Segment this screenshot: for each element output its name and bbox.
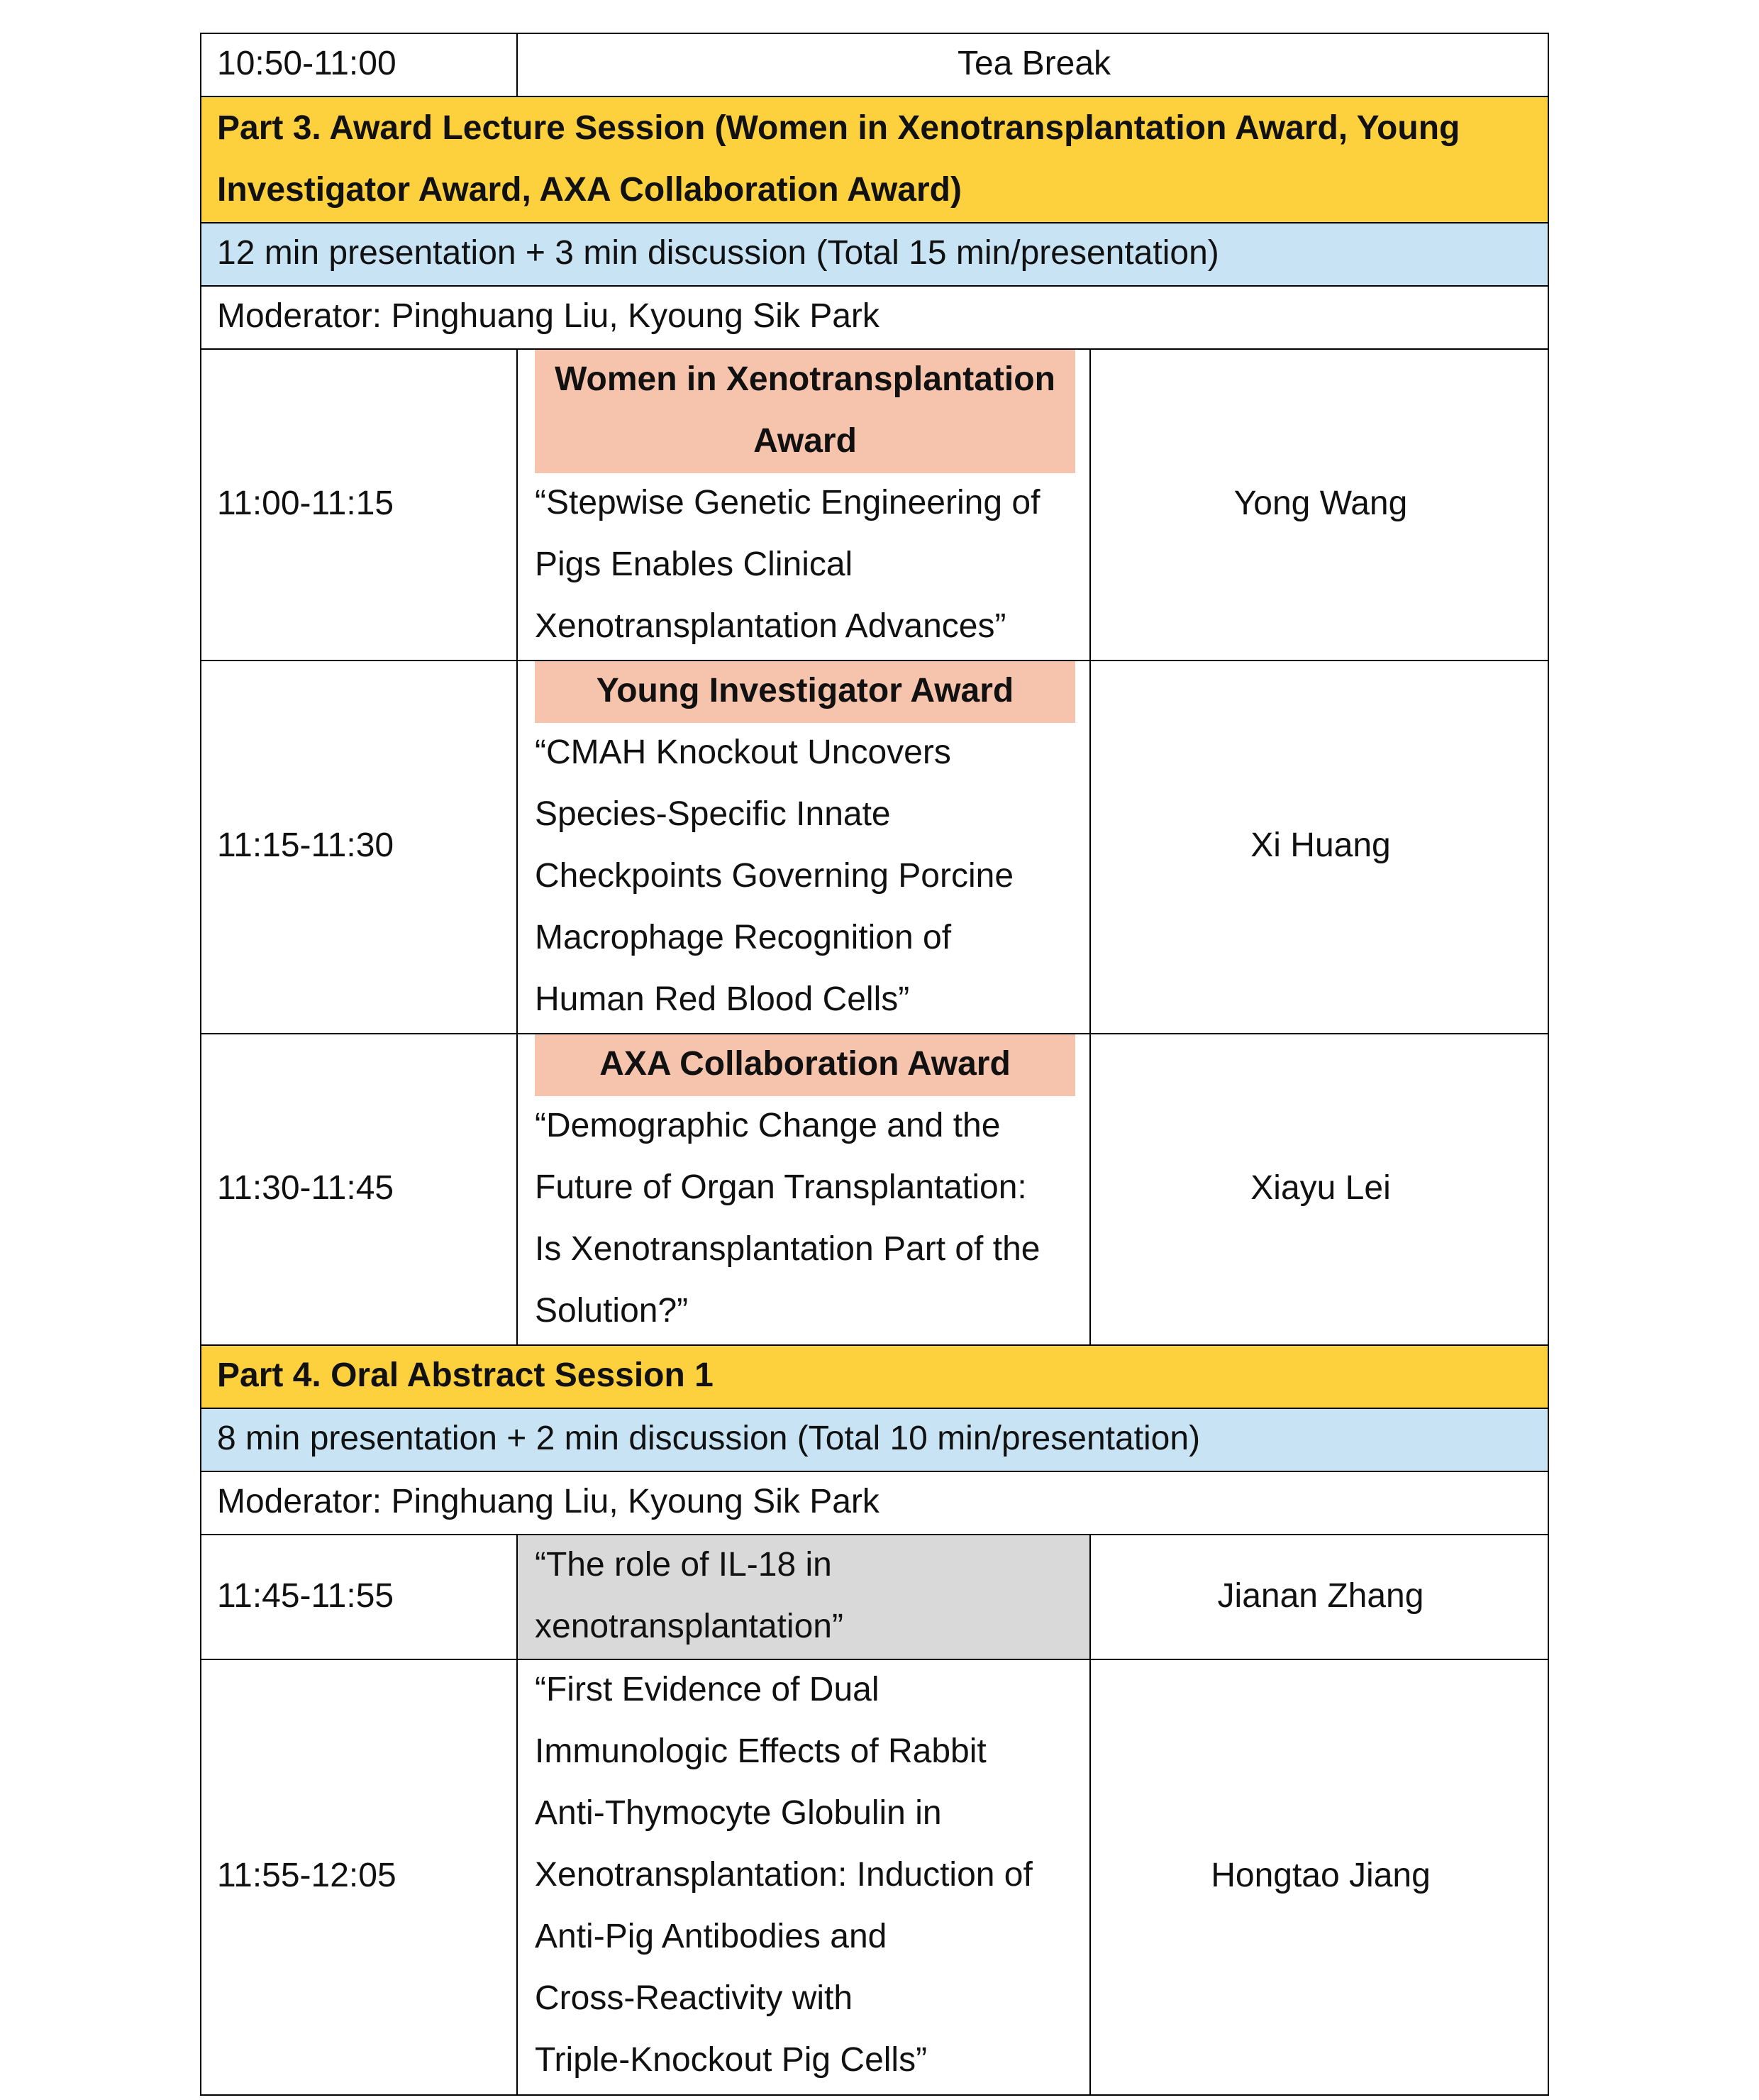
talk-title-cell — [516, 1659, 1091, 2096]
tea-break-label-cell — [516, 33, 1549, 97]
speaker-cell — [1089, 348, 1549, 661]
tea-break-label: Tea Break — [957, 45, 1111, 82]
talk-title-line: Xenotransplantation Advances” — [535, 607, 1006, 645]
talk-title-cell — [516, 348, 1091, 661]
talk-title-line: “The role of IL-18 in — [535, 1546, 832, 1584]
speaker-name: Hongtao Jiang — [1211, 1857, 1431, 1894]
part3-title-line2: Investigator Award, AXA Collaboration Award) — [217, 171, 962, 209]
talk-title-line: Immunologic Effects of Rabbit — [535, 1732, 987, 1770]
talk-time-cell — [200, 1534, 518, 1660]
talk-time: 11:00-11:15 — [217, 485, 394, 522]
talk-title-line: Anti-Pig Antibodies and — [535, 1918, 887, 1955]
part4-moderator: Moderator: Pinghuang Liu, Kyoung Sik Park — [217, 1483, 880, 1520]
part4-title: Part 4. Oral Abstract Session 1 — [217, 1356, 714, 1394]
talk-time: 11:45-11:55 — [217, 1577, 394, 1615]
part3-title-line1: Part 3. Award Lecture Session (Women in Xenotransplantation Award, Young — [217, 109, 1460, 147]
talk-title-cell — [516, 660, 1091, 1034]
talk-title-line: Future of Organ Transplantation: — [535, 1168, 1027, 1206]
talk-title-line: Is Xenotransplantation Part of the — [535, 1230, 1041, 1268]
talk-title-line: “Demographic Change and the — [535, 1107, 1001, 1144]
speaker-name: Xi Huang — [1250, 827, 1391, 864]
talk-time: 11:55-12:05 — [217, 1857, 396, 1894]
talk-title-line: “First Evidence of Dual — [535, 1671, 880, 1708]
talk-title-line: “Stepwise Genetic Engineering of — [535, 484, 1041, 521]
speaker-name: Xiayu Lei — [1250, 1169, 1391, 1207]
award-label: AXA Collaboration Award — [599, 1045, 1011, 1083]
talk-time-cell — [200, 660, 518, 1034]
part4-format: 8 min presentation + 2 min discussion (Total 10 min/presentation) — [217, 1420, 1201, 1457]
part3-moderator: Moderator: Pinghuang Liu, Kyoung Sik Park — [217, 297, 880, 335]
award-label: Women in Xenotransplantation — [555, 360, 1055, 398]
talk-time-cell — [200, 348, 518, 661]
speaker-cell — [1089, 1534, 1549, 1660]
part3-format-row — [200, 222, 1549, 287]
talk-title-line: xenotransplantation” — [535, 1608, 843, 1645]
speaker-cell — [1089, 660, 1549, 1034]
talk-time: 11:30-11:45 — [217, 1169, 394, 1207]
part4-format-row — [200, 1408, 1549, 1472]
tea-break-time-cell — [200, 33, 518, 97]
award-label: Award — [753, 422, 857, 460]
speaker-cell — [1089, 1033, 1549, 1346]
part3-moderator-row — [200, 285, 1549, 350]
speaker-name: Jianan Zhang — [1217, 1577, 1424, 1615]
speaker-name: Yong Wang — [1233, 485, 1408, 522]
part4-moderator-row — [200, 1471, 1549, 1535]
talk-title-line: Triple-Knockout Pig Cells” — [535, 2041, 928, 2079]
part4-header — [200, 1344, 1549, 1409]
talk-time-cell — [200, 1659, 518, 2096]
talk-title-line: Xenotransplantation: Induction of — [535, 1856, 1033, 1894]
talk-title-line: Solution?” — [535, 1292, 689, 1330]
talk-title-line: “CMAH Knockout Uncovers — [535, 734, 951, 771]
part3-header — [200, 96, 1549, 223]
talk-title-line: Pigs Enables Clinical — [535, 546, 853, 583]
talk-title-line: Human Red Blood Cells” — [535, 980, 910, 1018]
talk-title-line: Macrophage Recognition of — [535, 919, 952, 956]
tea-break-time: 10:50-11:00 — [217, 45, 396, 82]
part3-format: 12 min presentation + 3 min discussion (Total 15 min/presentation) — [217, 234, 1219, 272]
talk-title-cell — [516, 1033, 1091, 1346]
talk-title-line: Checkpoints Governing Porcine — [535, 857, 1014, 895]
talk-title-line: Anti-Thymocyte Globulin in — [535, 1794, 942, 1832]
talk-title-line: Cross-Reactivity with — [535, 1979, 853, 2017]
speaker-cell — [1089, 1659, 1549, 2096]
talk-title-cell — [516, 1534, 1091, 1660]
talk-time: 11:15-11:30 — [217, 827, 394, 864]
award-label: Young Investigator Award — [596, 672, 1014, 709]
talk-title-line: Species-Specific Innate — [535, 795, 891, 833]
talk-time-cell — [200, 1033, 518, 1346]
